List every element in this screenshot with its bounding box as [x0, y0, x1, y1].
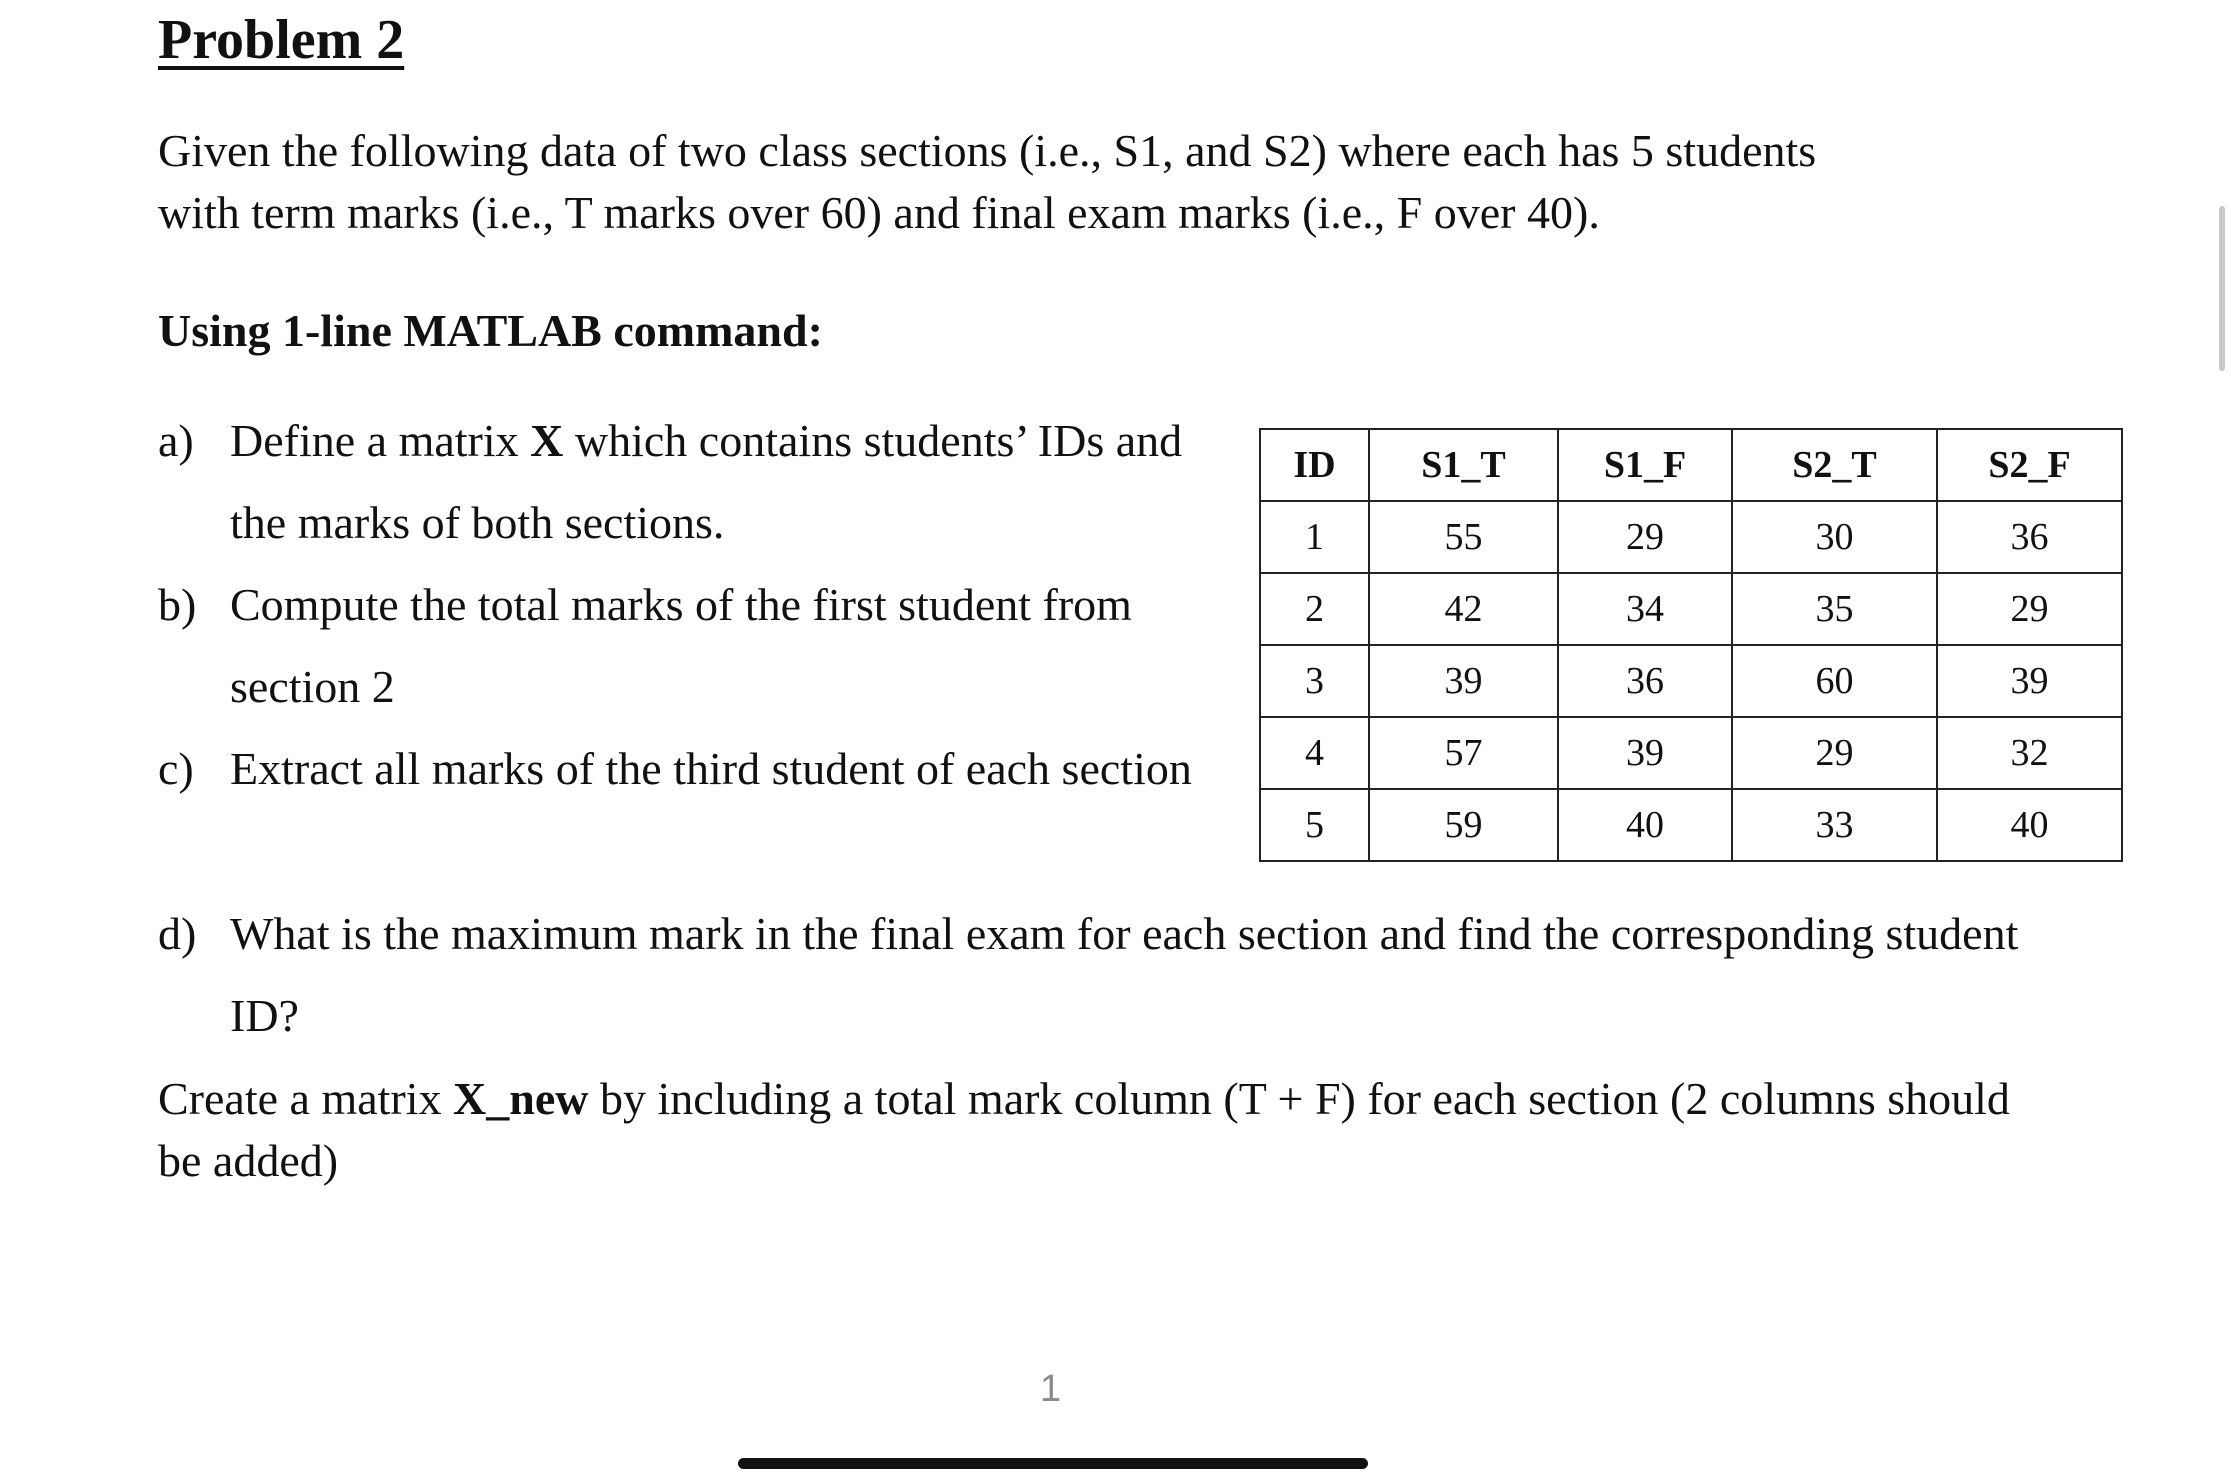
table-cell: 29	[1937, 573, 2122, 645]
table-cell: 1	[1260, 501, 1369, 573]
table-cell: 55	[1369, 501, 1558, 573]
table-cell: 42	[1369, 573, 1558, 645]
header-s2-f: S2_F	[1937, 429, 2122, 501]
closing-text-post: by including a total mark column (T + F) for each section (2 columns should be added)	[158, 1073, 2010, 1186]
page-number: 1	[1040, 1368, 1062, 1410]
table-cell: 3	[1260, 645, 1369, 717]
table-cell: 2	[1260, 573, 1369, 645]
question-c-label: c)	[158, 743, 194, 794]
question-d-text: What is the maximum mark in the final exam for each section and find the corresponding student ID?	[230, 908, 2019, 1041]
table-row	[1260, 717, 2122, 789]
table-cell: 4	[1260, 717, 1369, 789]
table-cell: 32	[1937, 717, 2122, 789]
question-a-text-post: which contains students’ IDs and the marks of both sections.	[230, 415, 1183, 548]
header-s2-t: S2_T	[1732, 429, 1937, 501]
intro-line-1: Given the following data of two class sections (i.e., S1, and S2) where each has 5 students	[158, 125, 1817, 176]
table-row	[1260, 789, 2122, 861]
table-cell: 30	[1732, 501, 1937, 573]
question-a-text	[230, 400, 1238, 564]
table-cell: 35	[1732, 573, 1937, 645]
table-cell: 36	[1937, 501, 2122, 573]
table-cell: 39	[1937, 645, 2122, 717]
instructions-heading: Using 1-line MATLAB command:	[158, 305, 823, 356]
table-cell: 29	[1732, 717, 1937, 789]
question-a	[158, 400, 1238, 564]
question-c	[158, 728, 1238, 810]
table-cell: 39	[1369, 645, 1558, 717]
header-s1-t: S1_T	[1369, 429, 1558, 501]
table-cell: 60	[1732, 645, 1937, 717]
matrix-x-new-name: X_new	[453, 1073, 589, 1124]
scrollbar[interactable]	[2219, 206, 2225, 371]
table-cell: 39	[1558, 717, 1732, 789]
question-a-text-pre: Define a matrix	[230, 415, 531, 466]
header-id: ID	[1260, 429, 1369, 501]
problem-intro	[158, 120, 2058, 244]
question-b-text: Compute the total marks of the first student from section 2	[230, 579, 1132, 712]
problem-title: Problem 2	[158, 9, 405, 71]
table-cell: 57	[1369, 717, 1558, 789]
table-cell: 5	[1260, 789, 1369, 861]
table-row	[1260, 501, 2122, 573]
marks-table	[1259, 428, 2123, 862]
table-cell: 40	[1937, 789, 2122, 861]
matrix-x-name: X	[530, 415, 564, 466]
question-c-text: Extract all marks of the third student of each section	[230, 743, 1192, 794]
question-d	[158, 893, 2058, 1057]
question-d-label: d)	[158, 908, 197, 959]
table-cell: 40	[1558, 789, 1732, 861]
table-cell: 34	[1558, 573, 1732, 645]
header-s1-f: S1_F	[1558, 429, 1732, 501]
question-a-label: a)	[158, 415, 194, 466]
table-cell: 59	[1369, 789, 1558, 861]
closing-text-pre: Create a matrix	[158, 1073, 454, 1124]
table-row	[1260, 645, 2122, 717]
table-cell: 33	[1732, 789, 1937, 861]
table-cell: 36	[1558, 645, 1732, 717]
home-indicator[interactable]	[738, 1458, 1368, 1469]
closing-instruction	[158, 1068, 2058, 1192]
table-cell: 29	[1558, 501, 1732, 573]
table-header-row	[1260, 429, 2122, 501]
question-b-label: b)	[158, 579, 197, 630]
intro-line-2: with term marks (i.e., T marks over 60) and final exam marks (i.e., F over 40).	[158, 187, 1600, 238]
table-row	[1260, 573, 2122, 645]
question-b	[158, 564, 1238, 728]
